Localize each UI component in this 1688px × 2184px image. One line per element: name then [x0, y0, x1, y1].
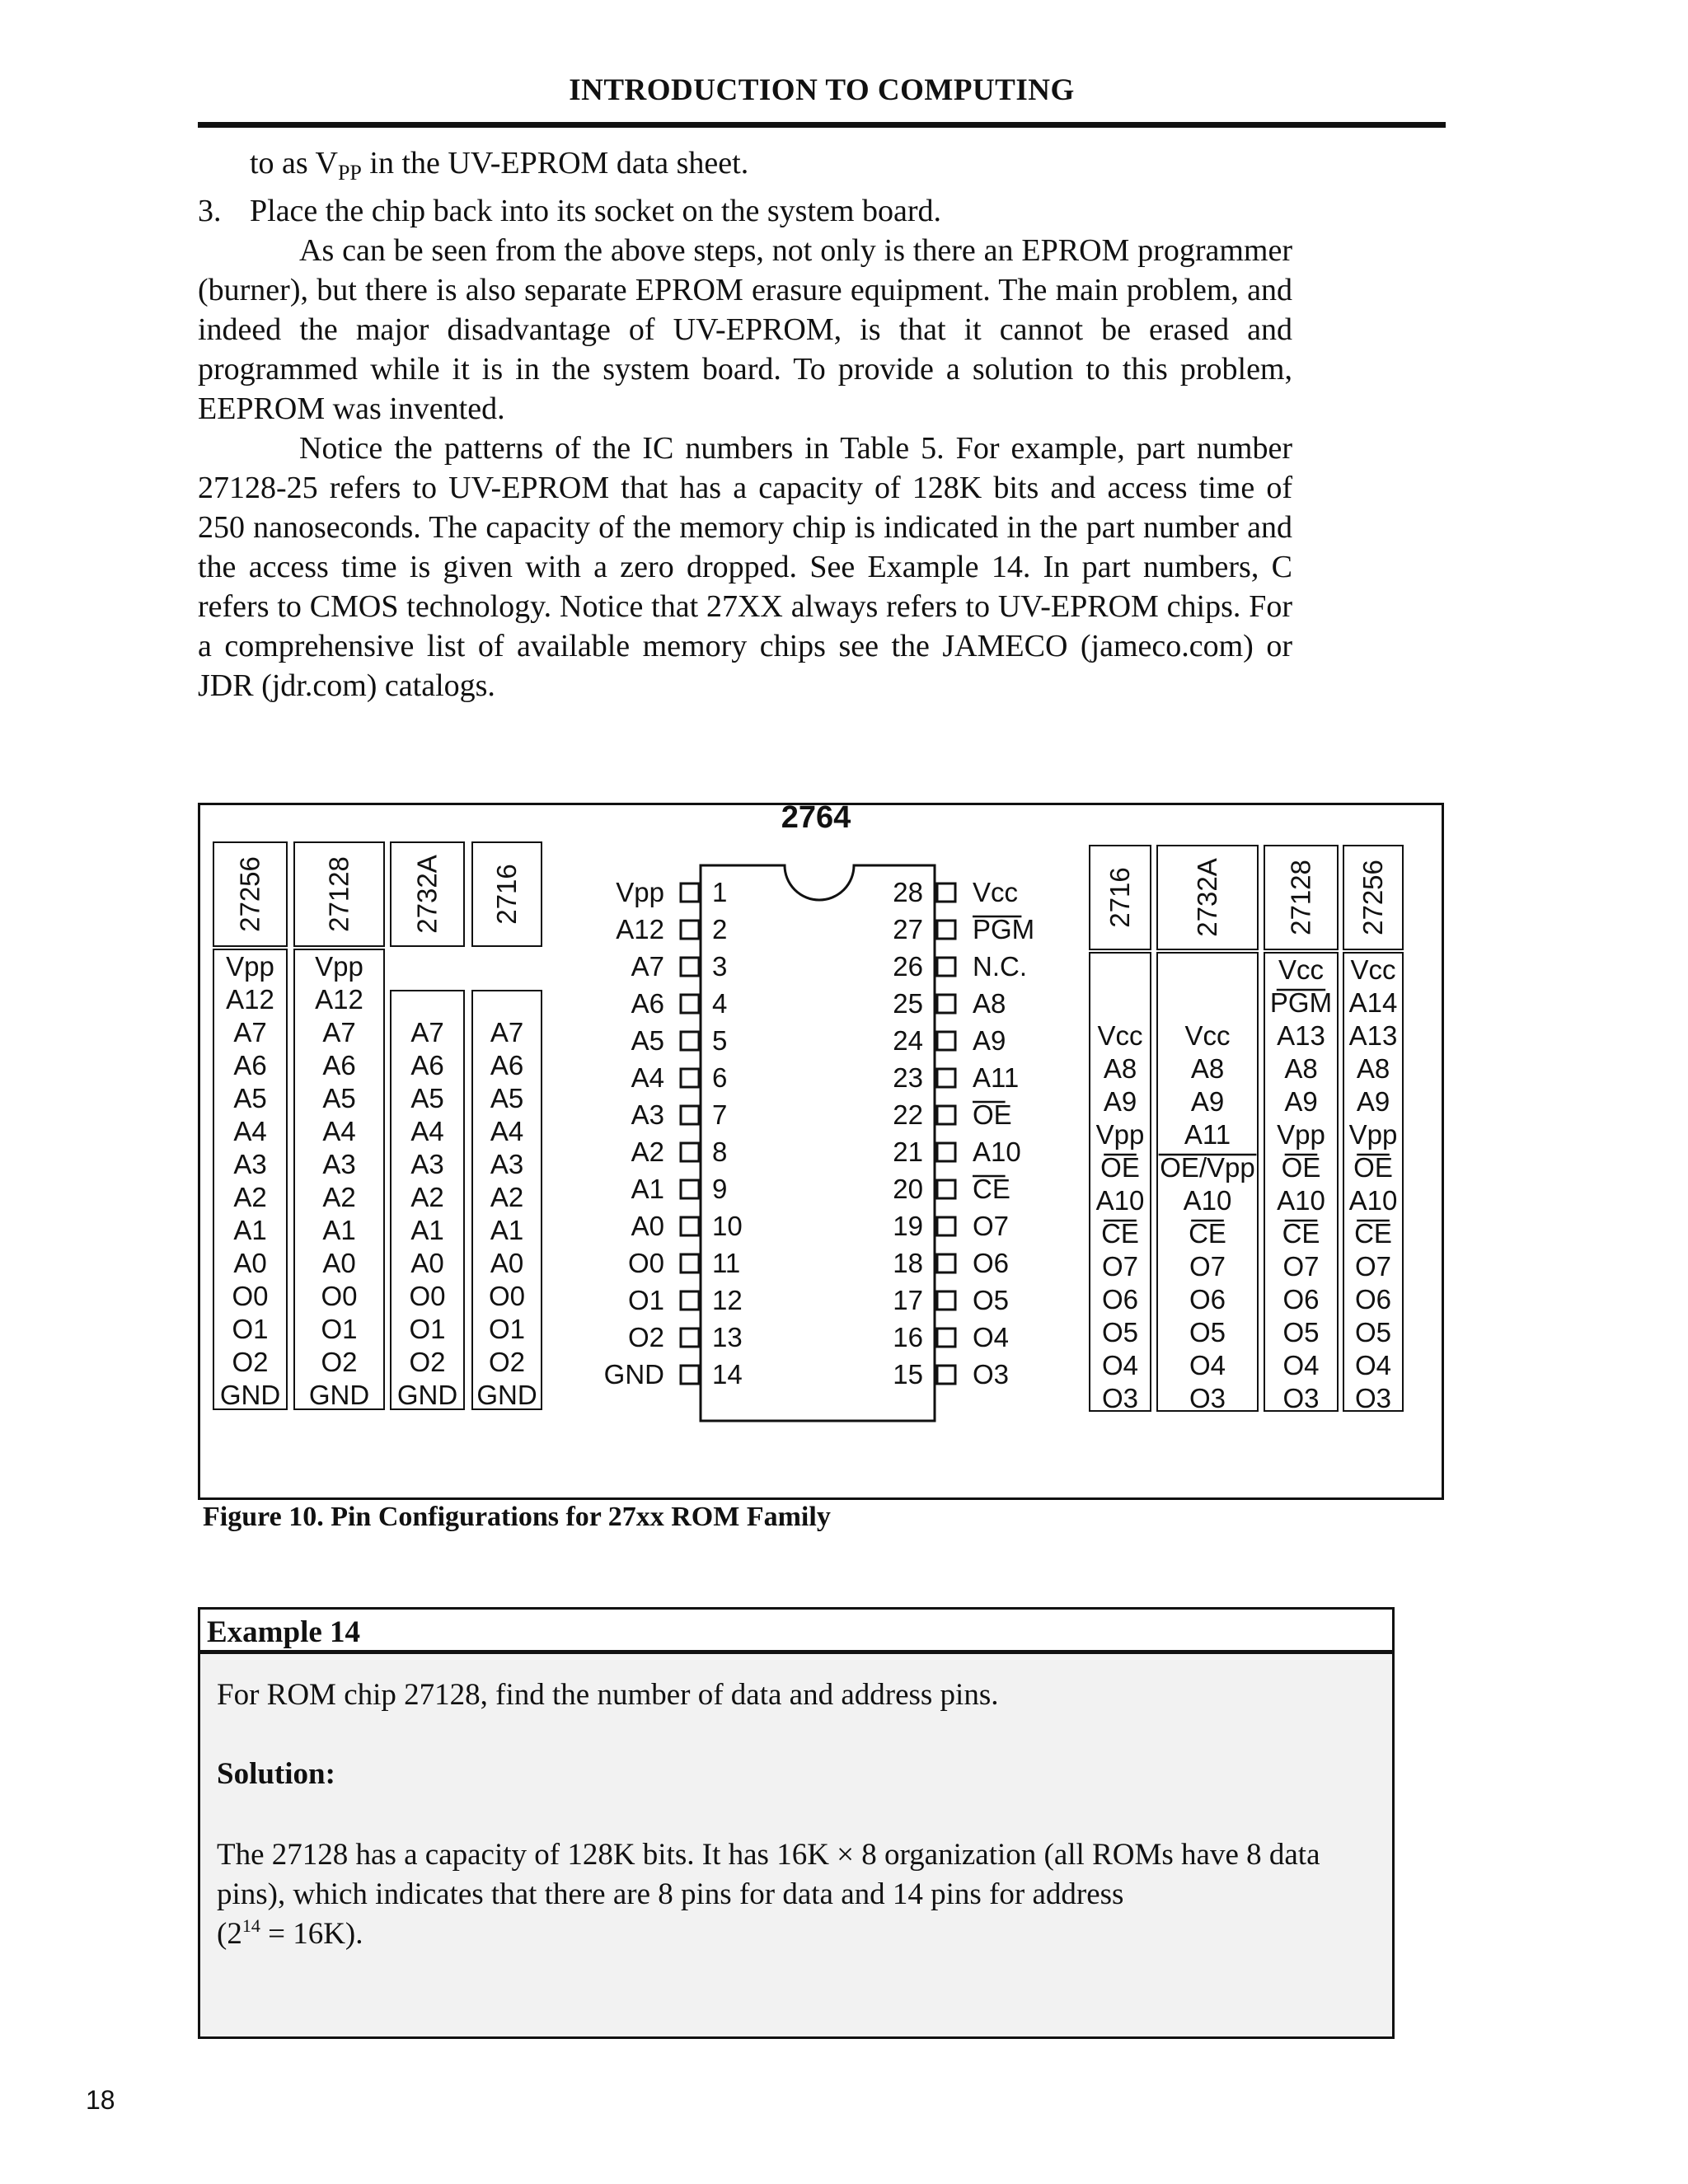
pin-label: A11 — [1184, 1119, 1231, 1150]
pin-number: 17 — [893, 1285, 923, 1315]
pin-label: PGM — [1269, 987, 1333, 1018]
pin-number: 4 — [712, 988, 728, 1019]
pin-box — [681, 995, 699, 1013]
pin-box — [681, 1366, 699, 1384]
pin-number: 13 — [712, 1322, 743, 1352]
example-title-bar — [200, 1610, 1392, 1654]
pin-label: A2 — [410, 1182, 444, 1212]
pin-label: A3 — [233, 1149, 267, 1179]
pin-label: A1 — [490, 1215, 524, 1245]
pin-name: N.C. — [973, 951, 1027, 982]
pin-label: O1 — [488, 1314, 526, 1344]
pin-label: A9 — [1190, 1086, 1225, 1117]
pin-label: A3 — [322, 1149, 356, 1179]
pin-label: Vpp — [315, 951, 363, 982]
pin-label: O6 — [1101, 1284, 1139, 1315]
pin-label: OE — [1281, 1152, 1321, 1183]
pin-label: GND — [396, 1380, 458, 1410]
pin-box — [681, 1254, 699, 1272]
pin-label: A8 — [1190, 1053, 1225, 1084]
pin-name: A8 — [973, 988, 1006, 1019]
pin-label: O7 — [1354, 1251, 1392, 1282]
pin-number: 2 — [712, 914, 728, 944]
pin-name: A1 — [631, 1174, 664, 1204]
pin-number: 9 — [712, 1174, 728, 1204]
pin-label: A9 — [1103, 1086, 1137, 1117]
pin-label: O4 — [1282, 1350, 1320, 1380]
pin-name: Vpp — [616, 877, 664, 907]
pin-label: Vcc — [1097, 1020, 1143, 1051]
pin-label: O4 — [1101, 1350, 1139, 1380]
pin-label: O7 — [1189, 1251, 1226, 1282]
pin-label: O2 — [409, 1347, 446, 1377]
pin-number: 18 — [893, 1248, 923, 1278]
pin-label: CE — [1101, 1218, 1139, 1249]
paragraph-eprom-erasure: As can be seen from the above steps, not only is there an EPROM programmer (burner), but there is also separate EPROM erasure equipment. The main problem, and indeed the major disadvantage of UV-EPROM, is that it cannot be erased and programmed while it is in the system board. To provide a solution to this problem, EEPROM was invented. — [198, 233, 1292, 426]
example-box — [198, 1607, 1395, 2039]
running-header: INTRODUCTION TO COMPUTING — [569, 73, 1075, 107]
pin-label: CE — [1282, 1218, 1320, 1249]
pin-label: A10 — [1095, 1185, 1145, 1216]
pin-box — [937, 1291, 955, 1310]
pin-number: 12 — [712, 1285, 743, 1315]
step-number: 3. — [198, 194, 222, 228]
pin-label: A7 — [322, 1017, 356, 1047]
pin-label: A8 — [1356, 1053, 1390, 1084]
pin-label: O6 — [1282, 1284, 1320, 1315]
pin-box — [681, 1143, 699, 1161]
pin-box — [937, 1032, 955, 1050]
pin-number: 5 — [712, 1025, 728, 1056]
pin-label: A8 — [1284, 1053, 1318, 1084]
pin-name: A10 — [973, 1137, 1021, 1167]
pin-number: 15 — [893, 1359, 923, 1390]
pin-label: A7 — [410, 1017, 444, 1047]
pin-label: Vcc — [1278, 954, 1325, 985]
pin-label: Vpp — [1348, 1119, 1398, 1150]
pin-label: O3 — [1189, 1383, 1226, 1413]
paragraph-ic-numbers: Notice the patterns of the IC numbers in Table 5. For example, part number 27128-25 refers to UV-EPROM that has a capacity of 128K bits and access time of 250 nanoseconds. The capacity of the memory chip is indicated in the part number and the access time is given with a zero dropped. See Example 14. In part numbers, C refers to CMOS technology. Notice that 27XX always refers to UV-EPROM chips. For a comprehensive list of available memory chips see the JAMECO (jameco.com) or JDR (jdr.com) catalogs. — [198, 431, 1292, 703]
part-label: 27256 — [1357, 860, 1388, 935]
pin-box — [681, 921, 699, 939]
pin-label: A0 — [410, 1248, 444, 1278]
pin-label: A2 — [322, 1182, 356, 1212]
pin-number: 27 — [893, 914, 923, 944]
step-text: Place the chip back into its socket on the system board. — [250, 194, 941, 228]
part-label: 2732A — [1192, 858, 1222, 937]
pin-name: A2 — [631, 1137, 664, 1167]
pin-label: A10 — [1348, 1185, 1398, 1216]
part-label: 2732A — [411, 855, 443, 934]
example-answer: The 27128 has a capacity of 128K bits. It has 16K × 8 organization (all ROMs have 8 data pins), which indicates that there are 8 pins for data and 14 pins for address $(2^{14} = 16K)$. — [217, 1838, 1320, 1951]
pin-label: A12 — [226, 984, 274, 1015]
part-label: 27128 — [1285, 860, 1316, 935]
pin-number: 16 — [893, 1322, 923, 1352]
pin-label: A7 — [233, 1017, 267, 1047]
pin-number: 23 — [893, 1062, 923, 1093]
pin-label: GND — [308, 1380, 370, 1410]
pin-name: A0 — [631, 1211, 664, 1241]
pin-name: A3 — [631, 1099, 664, 1130]
pin-label: O3 — [1282, 1383, 1320, 1413]
example-title: Example 14 — [207, 1615, 361, 1649]
example-question: For ROM chip 27128, find the number of data and address pins. — [217, 1678, 999, 1712]
pin-label: A6 — [490, 1050, 524, 1080]
pin-name: O7 — [973, 1211, 1010, 1241]
pin-label: A1 — [233, 1215, 267, 1245]
pin-label: O6 — [1189, 1284, 1226, 1315]
pin-box — [937, 1106, 955, 1124]
pin-label: OE — [1353, 1152, 1393, 1183]
pin-label: A6 — [233, 1050, 267, 1080]
part-label: 27128 — [323, 856, 354, 932]
pin-label: O0 — [488, 1281, 526, 1311]
pin-name: A11 — [973, 1062, 1020, 1093]
pin-label: O3 — [1101, 1383, 1139, 1413]
pin-label: O4 — [1354, 1350, 1392, 1380]
pin-number: 19 — [893, 1211, 923, 1241]
pin-name: A4 — [631, 1062, 664, 1093]
pin-label: O5 — [1354, 1317, 1392, 1347]
pin-label: A13 — [1277, 1020, 1325, 1051]
pin-box — [937, 1217, 955, 1235]
pin-label: O1 — [321, 1314, 358, 1344]
pin-name: O6 — [973, 1248, 1010, 1278]
pin-label: A3 — [410, 1149, 444, 1179]
pin-label: OE/Vpp — [1160, 1152, 1255, 1183]
pin-name: GND — [603, 1359, 664, 1390]
solution-label: Solution: — [217, 1757, 335, 1791]
pin-box — [937, 1254, 955, 1272]
pin-label: O4 — [1189, 1350, 1226, 1380]
pin-label: O2 — [321, 1347, 358, 1377]
pin-box — [937, 958, 955, 976]
pin-label: GND — [476, 1380, 537, 1410]
pin-name: O3 — [973, 1359, 1010, 1390]
pin-name: PGM — [973, 914, 1035, 944]
pin-label: A0 — [490, 1248, 524, 1278]
pin-label: O7 — [1101, 1251, 1139, 1282]
pin-label: OE — [1100, 1152, 1140, 1183]
pin-label: O7 — [1282, 1251, 1320, 1282]
pin-number: 24 — [893, 1025, 923, 1056]
pin-box — [681, 1217, 699, 1235]
pin-label: O0 — [232, 1281, 269, 1311]
pin-name: O4 — [973, 1322, 1010, 1352]
pin-number: 26 — [893, 951, 923, 982]
pin-label: A5 — [233, 1083, 267, 1113]
pin-name: A6 — [631, 988, 664, 1019]
pin-name: Vcc — [973, 877, 1019, 907]
page-number: 18 — [86, 2085, 115, 2115]
pin-label: A10 — [1183, 1185, 1232, 1216]
pin-name: O2 — [627, 1322, 664, 1352]
pin-label: GND — [219, 1380, 281, 1410]
pin-label: A5 — [322, 1083, 356, 1113]
pin-box — [681, 958, 699, 976]
pin-label: Vpp — [1095, 1119, 1145, 1150]
pin-label: A1 — [410, 1215, 444, 1245]
pin-label: Vcc — [1350, 954, 1396, 985]
pin-box — [681, 1329, 699, 1347]
pin-label: CE — [1189, 1218, 1226, 1249]
pin-name: OE — [973, 1099, 1012, 1130]
pin-number: 6 — [712, 1062, 728, 1093]
chip-title: 2764 — [781, 800, 851, 835]
pin-name: A9 — [973, 1025, 1006, 1056]
pin-number: 20 — [893, 1174, 923, 1204]
pin-number: 14 — [712, 1359, 743, 1390]
pin-box — [937, 883, 955, 902]
pin-name: A5 — [631, 1025, 664, 1056]
figure-caption: Figure 10. Pin Configurations for 27xx ROM Family — [203, 1502, 831, 1532]
pin-number: 3 — [712, 951, 728, 982]
pin-number: 10 — [712, 1211, 743, 1241]
pin-box — [937, 1329, 955, 1347]
pin-label: A1 — [322, 1215, 356, 1245]
pin-label: A0 — [233, 1248, 267, 1278]
pin-label: Vpp — [226, 951, 274, 982]
pin-label: Vcc — [1184, 1020, 1231, 1051]
pin-label: A7 — [490, 1017, 524, 1047]
pin-label: Vpp — [1277, 1119, 1325, 1150]
pin-box — [937, 921, 955, 939]
pin-box — [681, 883, 699, 902]
pin-label: A4 — [490, 1116, 524, 1146]
pin-box — [681, 1106, 699, 1124]
pin-number: 1 — [712, 877, 728, 907]
pin-name: O0 — [627, 1248, 664, 1278]
pin-label: A12 — [315, 984, 363, 1015]
pin-box — [681, 1032, 699, 1050]
pin-number: 8 — [712, 1137, 728, 1167]
pin-box — [937, 1069, 955, 1087]
pin-label: A4 — [233, 1116, 267, 1146]
pin-number: 7 — [712, 1099, 728, 1130]
pin-label: A9 — [1356, 1086, 1390, 1117]
pin-name: A7 — [631, 951, 664, 982]
pin-label: CE — [1354, 1218, 1392, 1249]
pin-name: O5 — [973, 1285, 1010, 1315]
pin-label: A2 — [233, 1182, 267, 1212]
pin-label: A5 — [410, 1083, 444, 1113]
pin-label: O6 — [1354, 1284, 1392, 1315]
pin-label: A2 — [490, 1182, 524, 1212]
pin-label: O5 — [1101, 1317, 1139, 1347]
pin-name: CE — [973, 1174, 1010, 1204]
pin-label: A9 — [1284, 1086, 1318, 1117]
pin-label: O3 — [1354, 1383, 1392, 1413]
pin-box — [681, 1291, 699, 1310]
part-label: 2716 — [1104, 867, 1135, 928]
pin-box — [937, 1180, 955, 1198]
pin-box — [937, 1366, 955, 1384]
pin-number: 22 — [893, 1099, 923, 1130]
pin-label: A6 — [410, 1050, 444, 1080]
pin-number: 21 — [893, 1137, 923, 1167]
pin-label: A4 — [322, 1116, 356, 1146]
pin-number: 11 — [712, 1248, 741, 1278]
pin-label: O0 — [409, 1281, 446, 1311]
pin-label: O1 — [409, 1314, 446, 1344]
pin-label: A4 — [410, 1116, 444, 1146]
pin-label: O2 — [232, 1347, 269, 1377]
pin-name: A12 — [616, 914, 664, 944]
pin-label: A0 — [322, 1248, 356, 1278]
pin-box — [681, 1180, 699, 1198]
part-label: 27256 — [234, 856, 265, 932]
pin-label: O5 — [1189, 1317, 1226, 1347]
pin-label: A5 — [490, 1083, 524, 1113]
pin-label: O2 — [488, 1347, 526, 1377]
pin-number: 25 — [893, 988, 923, 1019]
pin-label: A10 — [1277, 1185, 1325, 1216]
part-label: 2716 — [491, 864, 522, 925]
pin-box — [937, 995, 955, 1013]
pin-label: O5 — [1282, 1317, 1320, 1347]
pin-label: A6 — [322, 1050, 356, 1080]
pin-label: O1 — [232, 1314, 269, 1344]
pin-name: O1 — [627, 1285, 664, 1315]
pin-label: A8 — [1103, 1053, 1137, 1084]
pin-label: A14 — [1348, 987, 1398, 1018]
pin-label: A13 — [1348, 1020, 1398, 1051]
continued-line: to as $V_{PP}$ in the UV-EPROM data sheet. — [250, 146, 749, 185]
pin-box — [937, 1143, 955, 1161]
pin-label: A3 — [490, 1149, 524, 1179]
pin-box — [681, 1069, 699, 1087]
pin-label: O0 — [321, 1281, 358, 1311]
pin-number: 28 — [893, 877, 923, 907]
